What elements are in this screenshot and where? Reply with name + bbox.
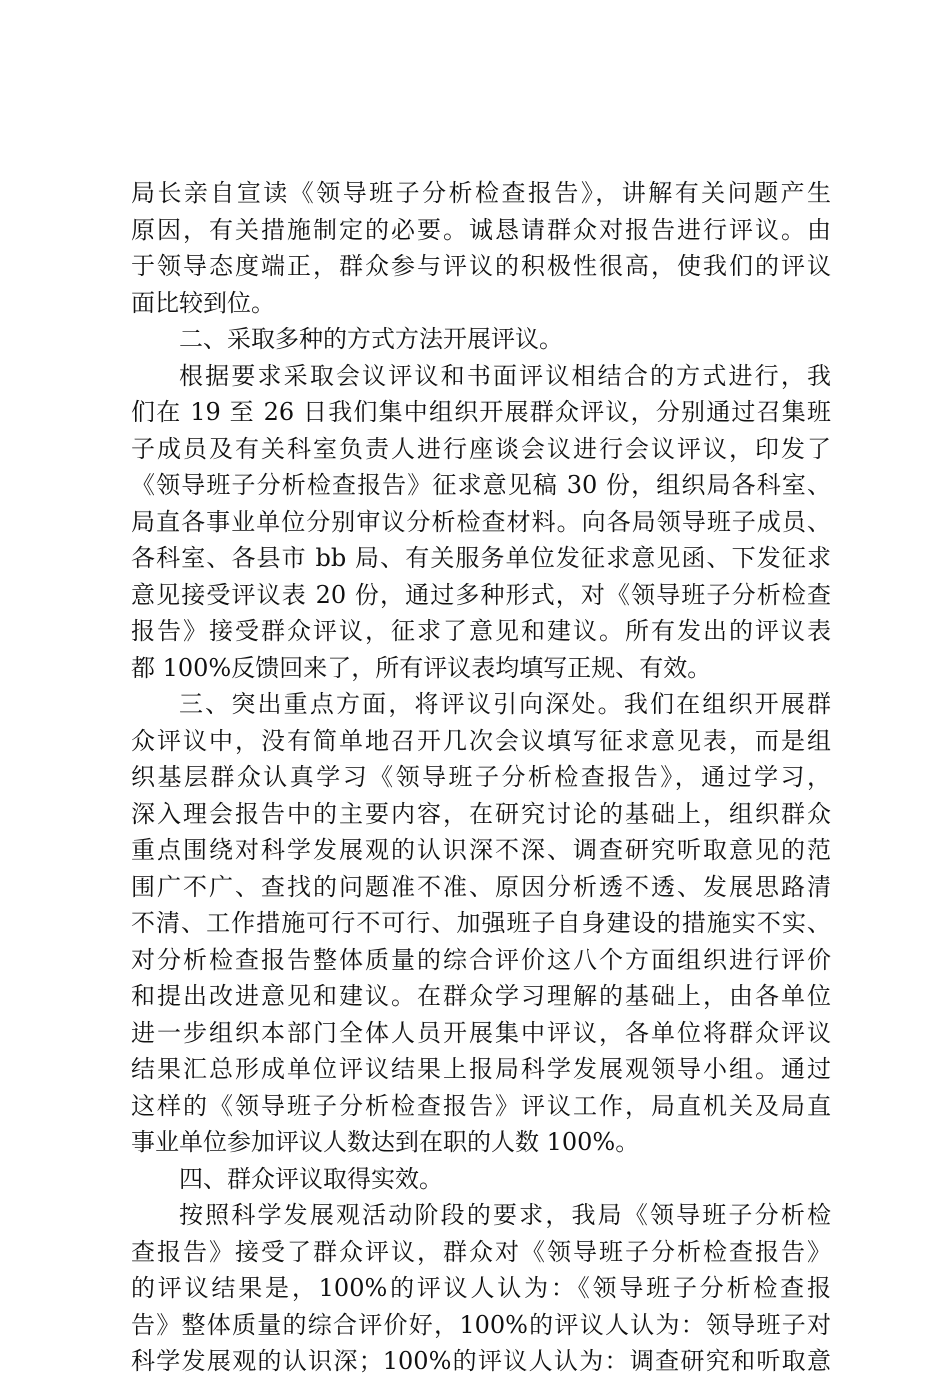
text-line: 对分析检查报告整体质量的综合评价这八个方面组织进行评价 [131, 945, 831, 974]
text-line: 科学发展观的认识深；100%的评议人认为：调查研究和听取意 [131, 1347, 831, 1375]
text-line: 查报告》接受了群众评议，群众对《领导班子分析检查报告》 [131, 1237, 831, 1266]
text-line: 不清、工作措施可行不可行、加强班子自身建设的措施实不实、 [131, 909, 831, 937]
text-line: 深入理会报告中的主要内容，在研究讨论的基础上，组织群众 [131, 799, 831, 828]
text-line: 都 100%反馈回来了，所有评议表均填写正规、有效。 [131, 653, 712, 682]
text-line: 织基层群众认真学习《领导班子分析检查报告》，通过学习， [131, 763, 831, 791]
text-line: 子成员及有关科室负责人进行座谈会议进行会议评议，印发了 [131, 434, 831, 463]
text-line: 根据要求采取会议评议和书面评议相结合的方式进行，我 [179, 361, 831, 390]
section-heading-3: 三、突出重点方面，将评议引向深处。我们在组织开展群 [179, 690, 831, 718]
section-heading-2: 二、采取多种的方式方法开展评议。 [179, 325, 563, 353]
text-line: 报告》接受群众评议，征求了意见和建议。所有发出的评议表 [131, 617, 831, 645]
text-line: 原因，有关措施制定的必要。诚恳请群众对报告进行评议。由 [131, 215, 831, 244]
text-line: 意见接受评议表 20 份，通过多种形式，对《领导班子分析检查 [131, 580, 831, 609]
text-line: 局直各事业单位分别审议分析检查材料。向各局领导班子成员、 [131, 507, 831, 536]
text-line: 这样的《领导班子分析检查报告》评议工作，局直机关及局直 [131, 1091, 831, 1120]
text-line: 进一步组织本部门全体人员开展集中评议，各单位将群众评议 [131, 1018, 831, 1047]
text-line: 结果汇总形成单位评议结果上报局科学发展观领导小组。通过 [131, 1055, 831, 1083]
text-line: 面比较到位。 [131, 288, 275, 317]
text-line: 的评议结果是，100%的评议人认为：《领导班子分析检查报 [131, 1274, 831, 1302]
text-line: 众评议中，没有简单地召开几次会议填写征求意见表，而是组 [131, 726, 831, 755]
text-line: 按照科学发展观活动阶段的要求，我局《领导班子分析检 [179, 1201, 831, 1229]
text-line: 围广不广、查找的问题准不准、原因分析透不透、发展思路清 [131, 872, 831, 901]
document-body [131, 175, 831, 1380]
text-line: 《领导班子分析检查报告》征求意见稿 30 份，组织局各科室、 [131, 471, 831, 499]
text-line: 们在 19 至 26 日我们集中组织开展群众评议，分别通过召集班 [131, 398, 831, 426]
text-line: 局长亲自宣读《领导班子分析检查报告》，讲解有关问题产生 [131, 179, 831, 207]
text-line: 重点围绕对科学发展观的认识深不深、调查研究听取意见的范 [131, 836, 831, 864]
text-line: 各科室、各县市 bb 局、有关服务单位发征求意见函、下发征求 [131, 544, 831, 572]
text-line: 告》整体质量的综合评价好，100%的评议人认为：领导班子对 [131, 1310, 831, 1339]
text-line: 于领导态度端正，群众参与评议的积极性很高，使我们的评议 [131, 252, 831, 280]
text-line: 和提出改进意见和建议。在群众学习理解的基础上，由各单位 [131, 982, 831, 1010]
section-heading-4: 四、群众评议取得实效。 [179, 1164, 443, 1193]
text-line: 事业单位参加评议人数达到在职的人数 100%。 [131, 1128, 640, 1156]
